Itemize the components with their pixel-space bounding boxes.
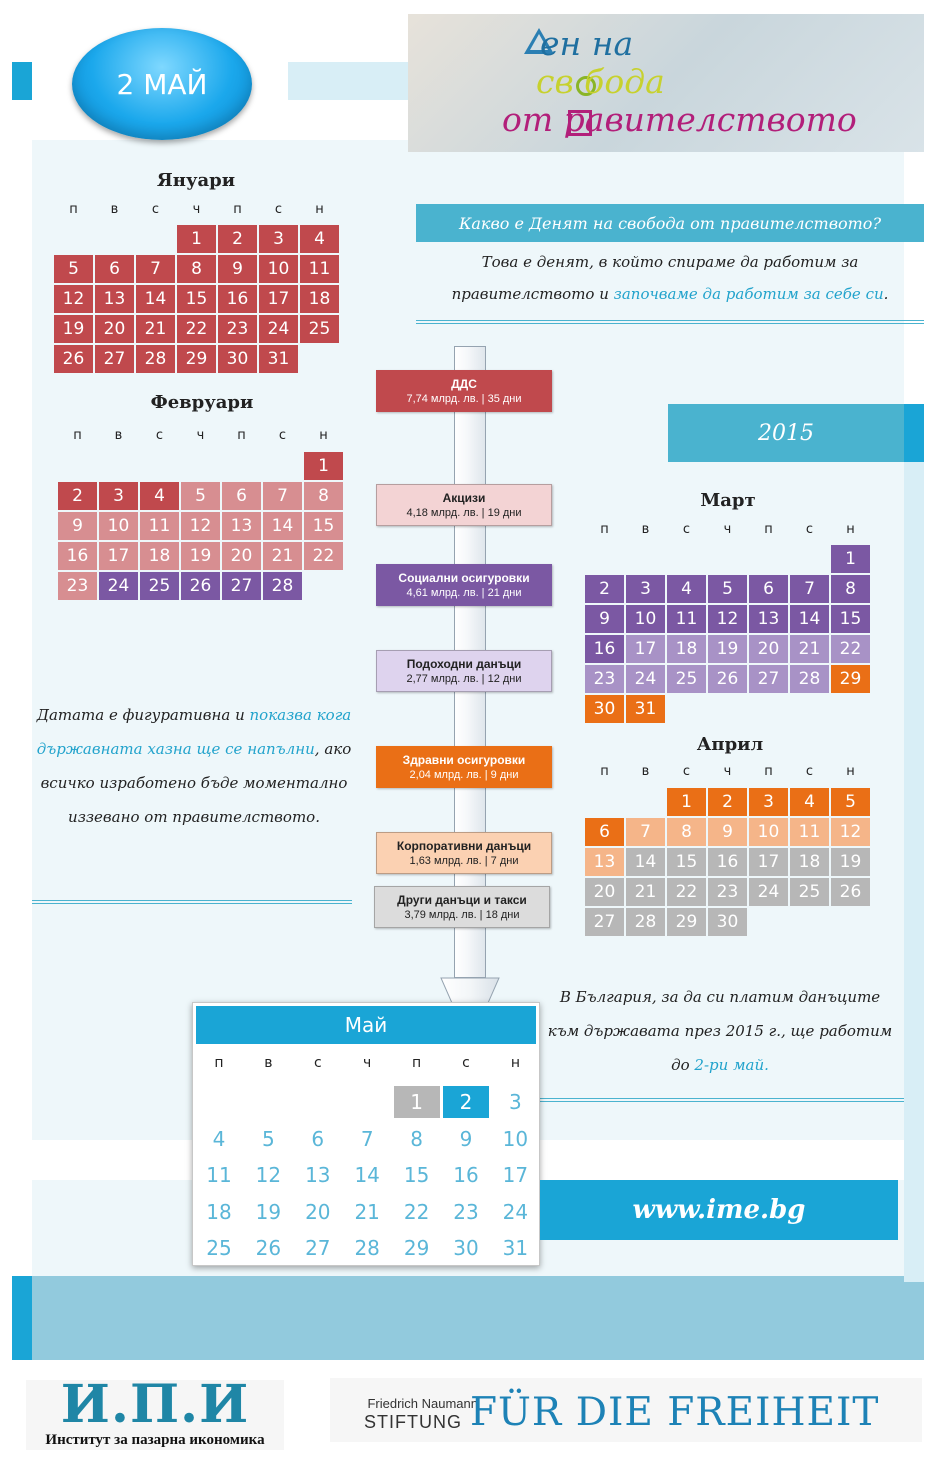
february-weekday: н	[319, 428, 328, 443]
tax-value: 1,63 млрд. лв. | 7 дни	[409, 855, 519, 867]
february-day: 24	[99, 572, 138, 600]
february-day: 25	[140, 572, 179, 600]
april-day: 18	[790, 848, 829, 876]
february-day: 13	[222, 512, 261, 540]
january-day: 11	[300, 255, 339, 283]
may-day: 16	[453, 1163, 479, 1187]
march-day: 10	[626, 605, 665, 633]
may-day: 3	[509, 1090, 522, 1114]
may-weekday: ч	[363, 1055, 372, 1071]
right-accent-tab	[904, 404, 924, 462]
march-day: 22	[831, 635, 870, 663]
january-day: 4	[300, 225, 339, 253]
march-day: 15	[831, 605, 870, 633]
april-title: Април	[696, 734, 764, 755]
april-day: 8	[667, 818, 706, 846]
march-weekday: н	[846, 522, 855, 537]
logo-line-3: от равителството	[502, 100, 857, 139]
may-day: 26	[255, 1236, 282, 1260]
january-day: 2	[218, 225, 257, 253]
tax-name: Подоходни данъци	[406, 657, 522, 671]
april-day: 16	[708, 848, 747, 876]
march-title: Март	[700, 490, 756, 511]
learn-more-label: Научи повече:	[664, 1148, 780, 1166]
january-day: 28	[136, 345, 175, 373]
april-day: 10	[749, 818, 788, 846]
may-day: 21	[354, 1199, 380, 1224]
may-day: 29	[403, 1236, 430, 1260]
february-day: 19	[181, 542, 220, 570]
march-weekday: п	[600, 522, 609, 537]
february-day: 20	[222, 542, 261, 570]
website-link[interactable]: www.ime.bg	[540, 1180, 898, 1240]
question-bar: Какво е Денят на свобода от правителството?	[416, 204, 924, 242]
tax-value: 2,04 млрд. лв. | 9 дни	[409, 769, 519, 781]
january-day: 18	[300, 285, 339, 313]
january-title: Януари	[156, 170, 236, 191]
january-day: 29	[177, 345, 216, 373]
may-day: 1	[394, 1086, 440, 1118]
april-day: 30	[708, 908, 747, 936]
april-day: 3	[749, 788, 788, 816]
february-day: 14	[263, 512, 302, 540]
may-day: 11	[206, 1163, 232, 1187]
january-day: 26	[54, 345, 93, 373]
march-day: 1	[831, 545, 870, 573]
explanation-accent: показва кога държавната хазна ще се напълни	[36, 706, 352, 758]
january-day: 24	[259, 315, 298, 343]
april-day: 21	[626, 878, 665, 906]
conclusion-text	[546, 980, 894, 1082]
freedom-day-logo	[408, 14, 924, 152]
march-day: 30	[585, 695, 624, 723]
january-day: 25	[300, 315, 339, 343]
april-day: 12	[831, 818, 870, 846]
january-day: 30	[218, 345, 257, 373]
february-day: 12	[181, 512, 220, 540]
january-day: 17	[259, 285, 298, 313]
may-day: 7	[360, 1126, 374, 1151]
february-weekday: п	[237, 428, 246, 443]
logo-line-2: св бода	[536, 62, 665, 101]
february-day: 17	[99, 542, 138, 570]
march-day: 25	[667, 665, 706, 693]
march-day: 19	[708, 635, 747, 663]
may-day: 13	[305, 1163, 331, 1187]
may-day: 15	[403, 1163, 430, 1187]
january-weekday: п	[69, 202, 78, 217]
april-day: 15	[667, 848, 706, 876]
answer-end: .	[883, 285, 889, 303]
tax-name: Акцизи	[442, 491, 486, 505]
april-day: 27	[585, 908, 624, 936]
conclusion-part1: В България, за да си платим данъците към държавата през 2015 г., ще работим до	[547, 988, 893, 1074]
march-day: 28	[790, 665, 829, 693]
march-day: 8	[831, 575, 870, 603]
may-day: 23	[453, 1199, 479, 1224]
fnf-name-line2: STIFTUNG	[364, 1412, 462, 1432]
may-day: 19	[255, 1199, 282, 1224]
may-title: Май	[196, 1006, 536, 1044]
january-day: 3	[259, 225, 298, 253]
tax-box	[376, 564, 552, 606]
february-weekday: п	[73, 428, 82, 443]
march-day: 3	[626, 575, 665, 603]
tax-box	[376, 746, 552, 788]
january-day: 19	[54, 315, 93, 343]
february-day: 9	[58, 512, 97, 540]
january-day: 16	[218, 285, 257, 313]
bottom-band-accent	[12, 1276, 32, 1360]
february-day: 4	[140, 482, 179, 510]
january-weekday: с	[274, 202, 283, 217]
april-weekday: с	[805, 764, 814, 779]
april-day: 23	[708, 878, 747, 906]
january-day: 31	[259, 345, 298, 373]
march-day: 23	[585, 665, 624, 693]
february-weekday: с	[278, 428, 287, 443]
january-day: 15	[177, 285, 216, 313]
april-weekday: н	[846, 764, 855, 779]
may-weekday: с	[313, 1055, 322, 1071]
may-day: 5	[262, 1126, 275, 1151]
march-day: 14	[790, 605, 829, 633]
tax-name: Други данъци и такси	[397, 893, 527, 907]
may-weekday: п	[412, 1055, 422, 1071]
may-day: 17	[502, 1163, 529, 1187]
february-weekday: в	[114, 428, 123, 443]
april-day: 20	[585, 878, 624, 906]
february-day: 27	[222, 572, 261, 600]
april-day: 25	[790, 878, 829, 906]
february-day: 28	[263, 572, 302, 600]
tax-value: 3,79 млрд. лв. | 18 дни	[404, 909, 520, 921]
may-day: 20	[305, 1199, 331, 1224]
may-day: 6	[311, 1126, 325, 1151]
january-day: 5	[54, 255, 93, 283]
april-weekday: ч	[723, 764, 732, 779]
ime-logo: И.П.И	[60, 1374, 250, 1435]
march-weekday: п	[764, 522, 773, 537]
may-weekday: н	[510, 1055, 520, 1071]
january-weekday: ч	[192, 202, 201, 217]
answer-accent: започваме да работим за себе си	[613, 285, 884, 303]
tax-value: 4,18 млрд. лв. | 19 дни	[406, 507, 522, 519]
conclusion-divider	[540, 1098, 904, 1102]
april-day: 17	[749, 848, 788, 876]
march-day: 27	[749, 665, 788, 693]
explanation-text	[36, 698, 352, 834]
february-day: 16	[58, 542, 97, 570]
april-weekday: п	[764, 764, 773, 779]
january-day: 1	[177, 225, 216, 253]
tax-box	[376, 484, 552, 526]
april-day: 11	[790, 818, 829, 846]
april-day: 6	[585, 818, 624, 846]
january-day: 7	[136, 255, 175, 283]
february-day: 18	[140, 542, 179, 570]
january-day: 22	[177, 315, 216, 343]
may-weekday: с	[462, 1055, 470, 1071]
march-day: 12	[708, 605, 747, 633]
april-day: 1	[667, 788, 706, 816]
tax-box	[376, 832, 552, 874]
february-day: 10	[99, 512, 138, 540]
april-day: 24	[749, 878, 788, 906]
bottom-band	[12, 1276, 924, 1360]
may-day: 25	[206, 1236, 232, 1260]
april-day: 14	[626, 848, 665, 876]
may-weekday: п	[214, 1055, 224, 1071]
april-day: 13	[585, 848, 624, 876]
january-day: 21	[136, 315, 175, 343]
february-day: 15	[304, 512, 343, 540]
march-day: 26	[708, 665, 747, 693]
april-weekday: с	[682, 764, 691, 779]
january-day: 12	[54, 285, 93, 313]
february-weekday: ч	[196, 428, 205, 443]
march-day: 13	[749, 605, 788, 633]
march-day: 20	[749, 635, 788, 663]
february-day: 7	[263, 482, 302, 510]
may-day: 30	[453, 1236, 479, 1260]
tax-name: Социални осигуровки	[398, 571, 530, 585]
january-day: 14	[136, 285, 175, 313]
march-day: 16	[585, 635, 624, 663]
may-day: 22	[403, 1199, 430, 1224]
april-day: 5	[831, 788, 870, 816]
conclusion-accent: 2-ри май.	[694, 1056, 769, 1074]
january-weekday: с	[151, 202, 160, 217]
explanation-divider	[32, 900, 352, 904]
february-day: 5	[181, 482, 220, 510]
explanation-part2: , ако всичко изработено бъде моментално иззевано от правителството.	[40, 740, 352, 826]
march-day: 4	[667, 575, 706, 603]
tax-name: ДДС	[451, 377, 477, 391]
march-day: 21	[790, 635, 829, 663]
january-day: 13	[95, 285, 134, 313]
may-day: 10	[502, 1126, 529, 1151]
january-day: 27	[95, 345, 134, 373]
tax-value: 2,77 млрд. лв. | 12 дни	[406, 673, 522, 685]
tax-name: Корпоративни данъци	[396, 839, 532, 853]
answer-part1: Това е денят, в който спираме да работим за правителството и	[451, 253, 859, 303]
february-day: 26	[181, 572, 220, 600]
january-weekday: н	[315, 202, 324, 217]
april-day: 22	[667, 878, 706, 906]
fnf-slogan: FÜR DIE FREIHEIT	[470, 1390, 880, 1435]
february-day: 6	[222, 482, 261, 510]
tax-name: Здравни осигуровки	[402, 753, 526, 767]
may-day: 31	[502, 1236, 529, 1260]
april-day: 4	[790, 788, 829, 816]
march-weekday: в	[641, 522, 650, 537]
march-weekday: с	[682, 522, 691, 537]
april-day: 7	[626, 818, 665, 846]
january-day: 6	[95, 255, 134, 283]
tax-box	[374, 886, 550, 928]
march-day: 7	[790, 575, 829, 603]
left-accent-tab	[12, 62, 32, 100]
april-weekday: в	[641, 764, 650, 779]
april-day: 19	[831, 848, 870, 876]
ime-name: Институт за пазарна икономика	[45, 1432, 265, 1448]
year-bar: 2015	[668, 404, 904, 462]
april-day: 28	[626, 908, 665, 936]
march-day: 9	[585, 605, 624, 633]
april-day: 9	[708, 818, 747, 846]
may-weekday: в	[264, 1055, 273, 1071]
info-divider	[416, 320, 924, 324]
may-day: 8	[410, 1126, 423, 1151]
answer-text	[416, 246, 924, 310]
right-strip	[904, 462, 924, 1282]
tax-box	[376, 370, 552, 412]
logo-line-1: ен на	[540, 24, 634, 63]
may-day: 28	[354, 1236, 380, 1260]
february-title: Февруари	[150, 392, 254, 413]
january-day: 23	[218, 315, 257, 343]
march-weekday: с	[805, 522, 814, 537]
february-day: 3	[99, 482, 138, 510]
date-badge: 2 МАЙ	[72, 28, 252, 140]
january-weekday: п	[233, 202, 242, 217]
tax-value: 7,74 млрд. лв. | 35 дни	[406, 393, 522, 405]
top-strip	[288, 62, 410, 100]
march-day: 29	[831, 665, 870, 693]
tax-box	[376, 650, 552, 692]
february-day: 21	[263, 542, 302, 570]
april-weekday: п	[600, 764, 609, 779]
fnf-name-line1: Friedrich Naumann	[367, 1396, 478, 1411]
may-day: 12	[255, 1163, 282, 1187]
february-weekday: с	[155, 428, 164, 443]
march-day: 17	[626, 635, 665, 663]
april-day: 2	[708, 788, 747, 816]
january-weekday: в	[110, 202, 119, 217]
march-weekday: ч	[723, 522, 732, 537]
february-day: 2	[58, 482, 97, 510]
april-day: 26	[831, 878, 870, 906]
march-day: 2	[585, 575, 624, 603]
february-day: 23	[58, 572, 97, 600]
january-day: 9	[218, 255, 257, 283]
tax-value: 4,61 млрд. лв. | 21 дни	[406, 587, 522, 599]
may-day: 27	[305, 1236, 331, 1260]
may-day: 18	[206, 1199, 232, 1224]
january-day: 10	[259, 255, 298, 283]
march-day: 24	[626, 665, 665, 693]
may-day: 9	[459, 1126, 473, 1151]
march-day: 11	[667, 605, 706, 633]
explanation-part1: Датата е фигуративна и	[36, 706, 250, 724]
february-day: 22	[304, 542, 343, 570]
march-day: 18	[667, 635, 706, 663]
march-day: 6	[749, 575, 788, 603]
january-day: 8	[177, 255, 216, 283]
march-day: 31	[626, 695, 665, 723]
february-day: 1	[304, 452, 343, 480]
march-day: 5	[708, 575, 747, 603]
april-day: 29	[667, 908, 706, 936]
january-day: 20	[95, 315, 134, 343]
february-day: 11	[140, 512, 179, 540]
may-day: 14	[354, 1163, 380, 1187]
may-day: 24	[502, 1199, 529, 1224]
may-day: 4	[212, 1126, 226, 1151]
february-day: 8	[304, 482, 343, 510]
freedom-day-highlight: 2	[443, 1086, 489, 1118]
